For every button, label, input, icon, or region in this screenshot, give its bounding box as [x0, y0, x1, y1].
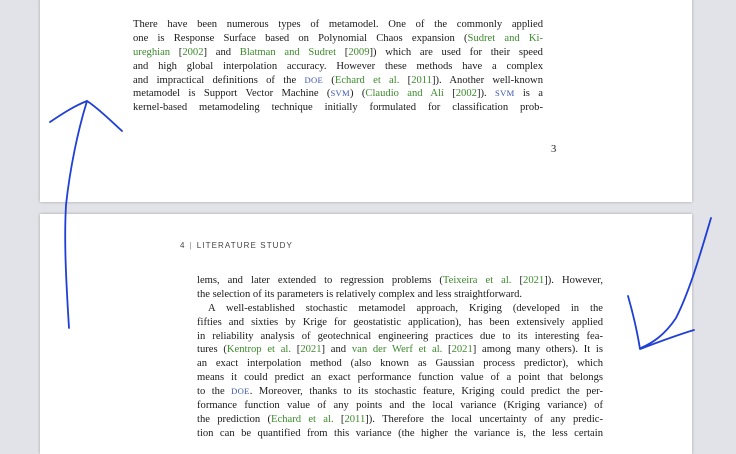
citation-link[interactable]: Echard et al.	[334, 74, 400, 86]
text-run: tion can be quantified from this variance (the higher the variance is, the less certain	[197, 427, 603, 439]
ink-arrowhead-down	[628, 296, 694, 349]
page-number: 3	[551, 144, 557, 155]
citation-link[interactable]: Kentrop et al.	[226, 344, 292, 356]
text-run: in reliability analysis of geotechnical engineering practices due to its interesting fea-	[197, 330, 603, 342]
citation-link[interactable]: Blatman and Sudret	[239, 46, 337, 58]
text-run: lems, and later extended to regression problems (	[197, 275, 443, 286]
text-run: formance function value of any points and the local variance (Kriging variance) of	[197, 400, 603, 412]
text-run: and high global interpolation accuracy. However these methods have a complex	[133, 60, 543, 72]
text-run: metamodel is Support Vector Machine (	[133, 88, 331, 100]
text-run: ] and	[321, 344, 352, 356]
acronym-link[interactable]: SVM	[330, 88, 350, 99]
citation-link[interactable]: 2002	[455, 88, 477, 100]
text-run: ] among many others). It is	[472, 344, 603, 356]
citation-link[interactable]: Echard et al.	[271, 413, 334, 425]
text-run: ) (	[349, 88, 366, 100]
text-run: [	[170, 46, 183, 58]
citation-link[interactable]: van der Werf et al.	[351, 344, 443, 356]
text-run: ]).	[476, 88, 495, 100]
citation-link[interactable]: 2002	[182, 46, 204, 58]
ink-arrow-shaft-up	[65, 101, 87, 328]
text-run: one is Response Surface based on Polynomial Chaos expansion (	[133, 32, 468, 44]
text-run: There have been numerous types of metamodel. One of the commonly applied	[133, 19, 543, 30]
citation-link[interactable]: Teixeira et al.	[442, 275, 512, 286]
text-run: the selection of its parameters is relatively complex and less straightforward.	[197, 288, 523, 300]
text-run: [	[399, 74, 412, 86]
acronym-link[interactable]: SVM	[494, 88, 515, 99]
text-run: [	[291, 344, 301, 356]
citation-link[interactable]: 2021	[523, 275, 545, 286]
ink-arrow-shaft-down	[641, 218, 711, 348]
text-run: [	[336, 46, 349, 58]
text-run: and impractical definitions of the	[133, 74, 305, 86]
citation-link[interactable]: 2021	[451, 344, 473, 356]
text-run: A well-established stochastic metamodel approach, Kriging (developed in the	[208, 302, 603, 314]
text-run: ] and	[203, 46, 240, 58]
text-run: [	[442, 344, 452, 356]
text-run: means it could predict an exact performance function value of a point that belongs	[197, 372, 603, 384]
text-run: is a	[514, 88, 543, 100]
header-separator: |	[189, 241, 193, 250]
acronym-link[interactable]: DOE	[231, 386, 250, 397]
citation-link[interactable]: Claudio and Alí	[365, 88, 444, 100]
text-run: kernel-based metamodeling technique initially formulated for classification prob-	[133, 102, 543, 114]
acronym-link[interactable]: DOE	[304, 74, 324, 85]
text-run: [	[333, 413, 345, 425]
citation-link[interactable]: 2021	[300, 344, 322, 356]
text-run: ]). Therefore the local uncertainty of any predic-	[365, 413, 603, 425]
text-run: fifties and sixties by Krige for geostatistic application), has been extensively applied	[197, 316, 603, 328]
text-run: [	[511, 275, 524, 286]
text-run: [	[443, 88, 456, 100]
text-run: (	[323, 74, 335, 86]
citation-link[interactable]: 2011	[411, 74, 432, 86]
citation-link[interactable]: ureghian	[133, 46, 171, 58]
text-run: . Moreover, thanks to its stochastic feature, Kriging could predict the per-	[249, 386, 603, 398]
text-run: the prediction (	[197, 413, 272, 425]
text-run: an exact interpolation method (also known as Gaussian process predictor), which	[197, 358, 603, 370]
citation-link[interactable]: Sudret and Ki-	[467, 32, 543, 44]
citation-link[interactable]: 2009	[348, 46, 370, 58]
text-run: tures (	[197, 344, 227, 356]
text-run: to the	[197, 386, 232, 398]
citation-link[interactable]: 2011	[344, 413, 366, 425]
header-chapter-title: LITERATURE STUDY	[196, 241, 293, 250]
text-run: ]). Another well-known	[431, 74, 543, 86]
header-page-number: 4	[180, 241, 186, 250]
text-run: ]) which are used for their speed	[369, 46, 543, 58]
text-run: ]). However,	[544, 275, 603, 286]
